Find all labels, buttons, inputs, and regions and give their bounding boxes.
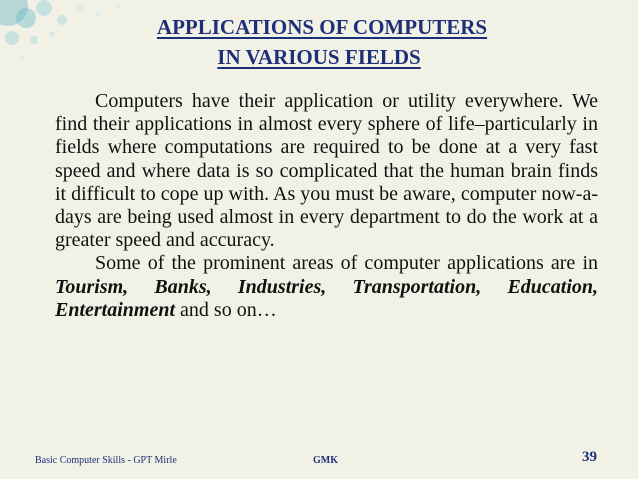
page-number: 39 xyxy=(582,449,597,465)
slide-body xyxy=(55,90,598,322)
paragraph-2 xyxy=(55,252,598,322)
area-industries: Industries, xyxy=(237,275,327,298)
area-entertainment: Entertainment xyxy=(55,298,176,321)
slide-title xyxy=(0,12,638,72)
area-education: Education, xyxy=(507,275,599,298)
paragraph-2-intro: Some of the prominent areas of computer applications are in xyxy=(95,252,598,275)
title-line-1: APPLICATIONS OF COMPUTERS xyxy=(156,15,488,39)
title-line-2: IN VARIOUS FIELDS xyxy=(217,45,421,69)
area-transportation: Transportation, xyxy=(352,275,482,298)
area-tourism: Tourism, xyxy=(55,275,129,298)
paragraph-1: Computers have their application or utility everywhere. We find their applications in almost every sphere of life–particularly in fields where computations are required to be done at a very fast speed and where data is so complicated that the human brain finds it difficult to cope up with. As you must be aware, computer now-a-days are being used almost in every department to do the work at a greater speed and accuracy. xyxy=(55,90,598,252)
footer-author: GMK xyxy=(313,455,338,466)
area-banks: Banks, xyxy=(154,275,212,298)
paragraph-2-outro: and so on… xyxy=(175,298,277,321)
footer-course: Basic Computer Skills - GPT Mirle xyxy=(35,455,177,466)
